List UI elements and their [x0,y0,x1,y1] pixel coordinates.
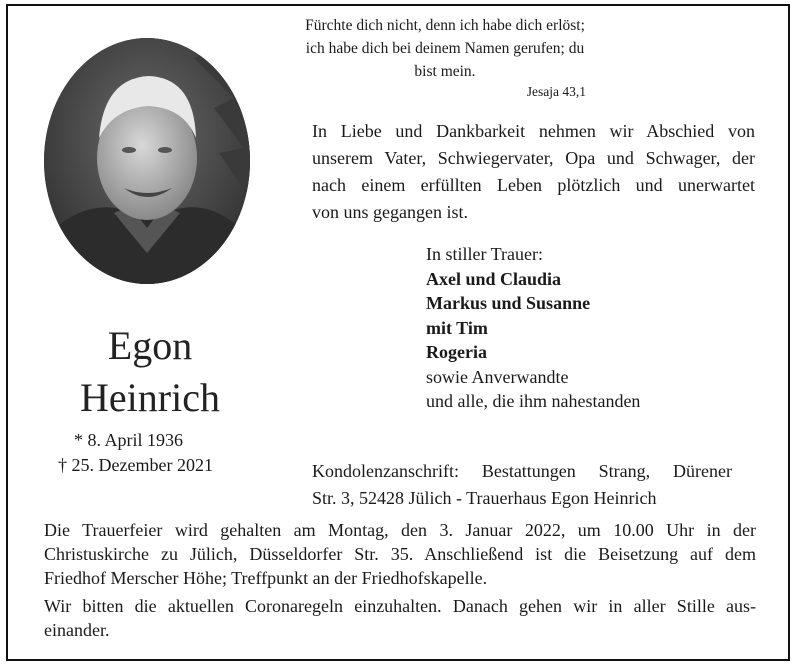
verse-line-2: ich habe dich bei deinem Namen gerufen; du bist mein. [305,40,585,80]
birth-date: * 8. April 1936 [74,430,184,450]
mourner-name: Axel und Claudia [426,268,562,289]
farewell-line: von uns gegangen ist. [312,202,468,222]
service-line: Friedhof Merscher Höhe; Treffpunkt an der Friedhofskapelle. [44,568,488,588]
mourners-list [426,242,640,414]
service-line: Wir bitten die aktuellen Coronaregeln einzuhalten. Danach gehen wir in aller Stille aus- [44,596,756,616]
last-name: Heinrich [80,375,220,420]
address-line: Kondolenzanschrift: Bestattungen Strang, Dürener [312,461,732,481]
verse-line-1: Fürchte dich nicht, denn ich habe dich erlöst; [305,17,585,34]
farewell-line: In Liebe und Dankbarkeit nehmen wir Abschied von [312,121,755,141]
funeral-service-info [44,518,756,642]
mourner-name: mit Tim [426,317,488,338]
life-dates [58,428,213,478]
service-line: einander. [44,620,110,640]
farewell-text [312,118,755,226]
death-date: † 25. Dezember 2021 [58,455,213,475]
service-line: Christuskirche zu Jülich, Düsseldorfer Str. 35. Anschließend ist die Beisetzung auf dem [44,544,756,564]
service-line: Die Trauerfeier wird gehalten am Montag, den 3. Januar 2022, um 10.00 Uhr in der [44,520,756,540]
first-name: Egon [107,323,193,368]
mourners-heading: In stiller Trauer: [426,244,543,264]
farewell-line: nach einem erfüllten Leben plötzlich und unerwartet [312,175,755,195]
address-line: Str. 3, 52428 Jülich - Trauerhaus Egon Heinrich [312,488,657,508]
mourner-name: Rogeria [426,342,487,362]
verse-reference: Jesaja 43,1 [526,84,586,99]
portrait-photo [44,38,250,284]
mourner-other: sowie Anverwandte [426,366,569,387]
condolence-address [312,458,732,512]
bible-verse [300,14,590,101]
farewell-line: unserem Vater, Schwiegervater, Opa und Schwager, der [312,148,755,168]
mourner-other: und alle, die ihm nahestanden [426,391,641,411]
mourner-name: Markus und Susanne [426,293,591,313]
